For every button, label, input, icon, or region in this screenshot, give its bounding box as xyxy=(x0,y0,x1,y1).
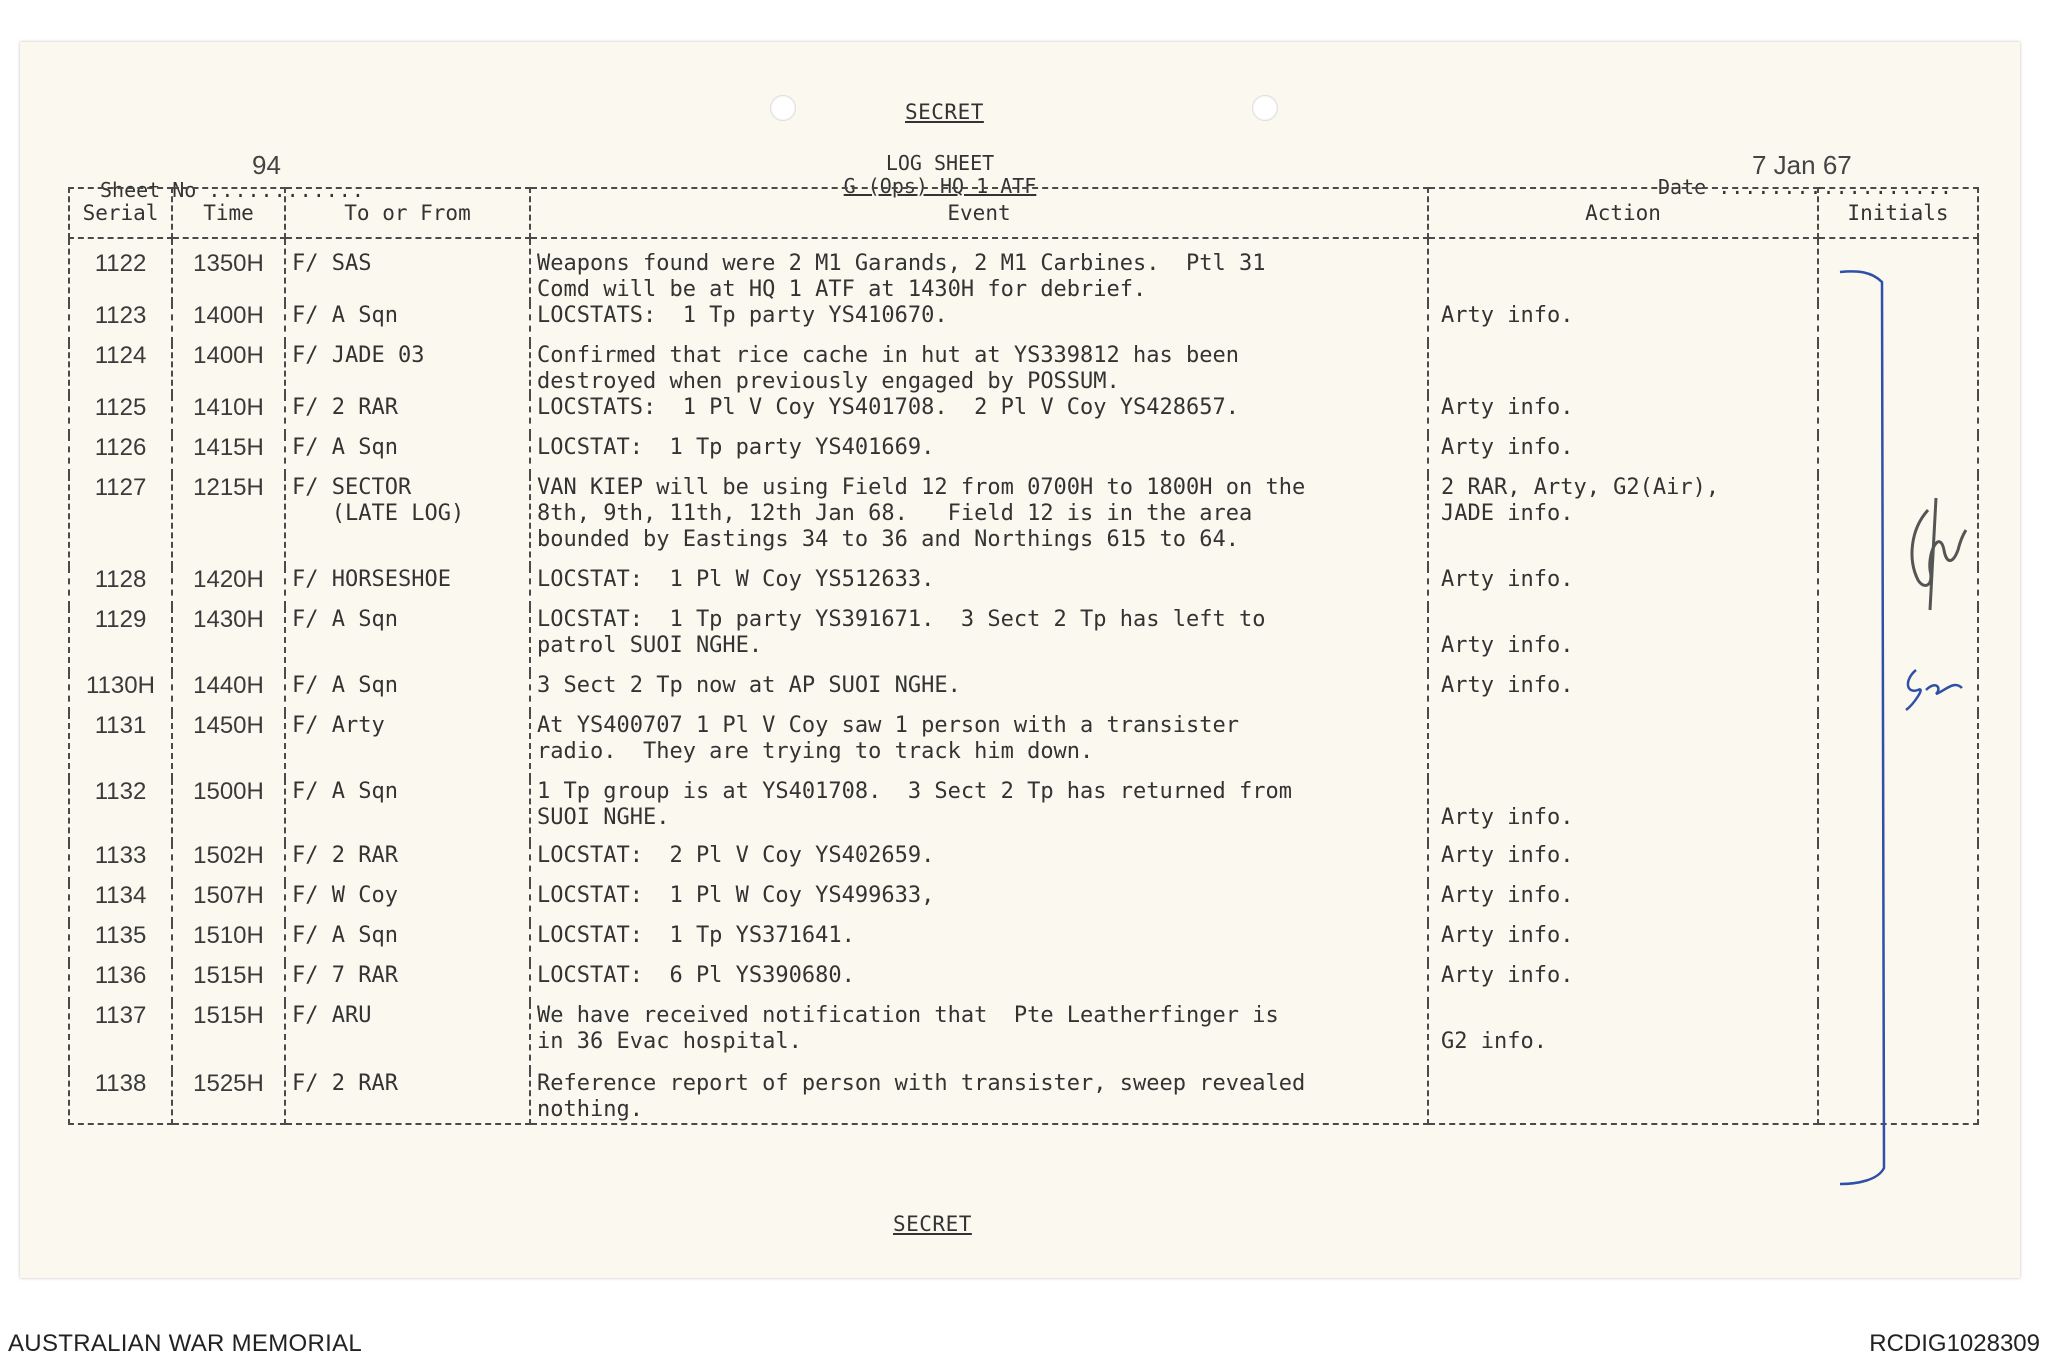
serial-cell: 1130H xyxy=(69,673,172,713)
event-cell: Confirmed that rice cache in hut at YS339812 has been destroyed when previously engaged by POSSUM. xyxy=(530,343,1428,395)
action-cell: G2 info. xyxy=(1428,1003,1818,1071)
classification-top: SECRET xyxy=(905,100,984,124)
event-cell: LOCSTAT: 1 Tp party YS401669. xyxy=(530,435,1428,475)
initials-bracket-mark xyxy=(1838,268,1898,1198)
from-cell: F/ Arty xyxy=(285,713,530,779)
action-cell: Arty info. xyxy=(1428,843,1818,883)
serial-cell: 1123 xyxy=(69,303,172,343)
from-cell: F/ HORSESHOE xyxy=(285,567,530,607)
from-cell: F/ SAS xyxy=(285,238,530,303)
action-cell: Arty info. xyxy=(1428,923,1818,963)
time-cell: 1515H xyxy=(172,1003,285,1071)
time-cell: 1450H xyxy=(172,713,285,779)
initials-signature-2 xyxy=(1896,660,1976,720)
time-cell: 1430H xyxy=(172,607,285,673)
action-cell xyxy=(1428,713,1818,779)
action-cell: Arty info. xyxy=(1428,435,1818,475)
action-cell xyxy=(1428,343,1818,395)
serial-cell: 1125 xyxy=(69,395,172,435)
table-row xyxy=(69,607,1978,673)
event-cell: LOCSTAT: 1 Pl W Coy YS512633. xyxy=(530,567,1428,607)
time-cell: 1500H xyxy=(172,779,285,843)
table-row xyxy=(69,673,1978,713)
serial-cell: 1132 xyxy=(69,779,172,843)
serial-cell: 1136 xyxy=(69,963,172,1003)
event-cell: Weapons found were 2 M1 Garands, 2 M1 Carbines. Ptl 31 Comd will be at HQ 1 ATF at 1430H for debrief. xyxy=(530,238,1428,303)
table-row xyxy=(69,395,1978,435)
event-cell: LOCSTATS: 1 Pl V Coy YS401708. 2 Pl V Coy YS428657. xyxy=(530,395,1428,435)
serial-cell: 1131 xyxy=(69,713,172,779)
from-cell: F/ ARU xyxy=(285,1003,530,1071)
footer-institution: AUSTRALIAN WAR MEMORIAL xyxy=(8,1330,363,1357)
from-cell: F/ A Sqn xyxy=(285,673,530,713)
sheet-no-value: 94 xyxy=(252,150,281,180)
event-cell: LOCSTAT: 1 Pl W Coy YS499633, xyxy=(530,883,1428,923)
action-cell: Arty info. xyxy=(1428,395,1818,435)
time-cell: 1515H xyxy=(172,963,285,1003)
from-cell: F/ 7 RAR xyxy=(285,963,530,1003)
action-cell xyxy=(1428,238,1818,303)
col-header-to-or-from: To or From xyxy=(285,188,530,238)
table-row xyxy=(69,883,1978,923)
log-table-body xyxy=(69,238,1978,1124)
event-cell: Reference report of person with transister, sweep revealed nothing. xyxy=(530,1071,1428,1124)
footer-catalogue-id: RCDIG1028309 xyxy=(1869,1330,2040,1357)
event-cell: LOCSTAT: 6 Pl YS390680. xyxy=(530,963,1428,1003)
time-cell: 1410H xyxy=(172,395,285,435)
serial-cell: 1124 xyxy=(69,343,172,395)
from-cell: F/ A Sqn xyxy=(285,923,530,963)
action-cell: Arty info. xyxy=(1428,779,1818,843)
time-cell: 1400H xyxy=(172,343,285,395)
from-cell: F/ A Sqn xyxy=(285,607,530,673)
archive-footer xyxy=(0,1328,2048,1363)
col-header-action: Action xyxy=(1428,188,1818,238)
event-cell: We have received notification that Pte Leatherfinger is in 36 Evac hospital. xyxy=(530,1003,1428,1071)
from-cell: F/ A Sqn xyxy=(285,435,530,475)
serial-cell: 1134 xyxy=(69,883,172,923)
serial-cell: 1126 xyxy=(69,435,172,475)
event-cell: VAN KIEP will be using Field 12 from 0700H to 1800H on the 8th, 9th, 11th, 12th Jan 68. Field 12 is in the area bounded by Eastings 34 to 36 and Northings 615 to 64. xyxy=(530,475,1428,567)
col-header-initials: Initials xyxy=(1818,188,1978,238)
time-cell: 1420H xyxy=(172,567,285,607)
time-cell: 1502H xyxy=(172,843,285,883)
action-cell: Arty info. xyxy=(1428,673,1818,713)
table-row xyxy=(69,343,1978,395)
time-cell: 1440H xyxy=(172,673,285,713)
from-cell: F/ A Sqn xyxy=(285,779,530,843)
event-cell: LOCSTAT: 2 Pl V Coy YS402659. xyxy=(530,843,1428,883)
time-cell: 1400H xyxy=(172,303,285,343)
serial-cell: 1137 xyxy=(69,1003,172,1071)
action-cell: 2 RAR, Arty, G2(Air), JADE info. xyxy=(1428,475,1818,567)
col-header-event: Event xyxy=(530,188,1428,238)
serial-cell: 1122 xyxy=(69,238,172,303)
event-cell: LOCSTATS: 1 Tp party YS410670. xyxy=(530,303,1428,343)
event-cell: LOCSTAT: 1 Tp YS371641. xyxy=(530,923,1428,963)
table-row xyxy=(69,923,1978,963)
sheet-no-label: Sheet No ............ xyxy=(100,178,365,202)
from-cell: F/ JADE 03 xyxy=(285,343,530,395)
event-cell: 3 Sect 2 Tp now at AP SUOI NGHE. xyxy=(530,673,1428,713)
serial-cell: 1138 xyxy=(69,1071,172,1124)
table-row xyxy=(69,435,1978,475)
from-cell: F/ 2 RAR xyxy=(285,395,530,435)
action-cell: Arty info. xyxy=(1428,607,1818,673)
table-row xyxy=(69,567,1978,607)
log-table xyxy=(68,187,1979,1125)
table-row xyxy=(69,475,1978,567)
from-cell: F/ 2 RAR xyxy=(285,1071,530,1124)
time-cell: 1215H xyxy=(172,475,285,567)
table-header-row xyxy=(69,188,1978,238)
event-cell: LOCSTAT: 1 Tp party YS391671. 3 Sect 2 Tp has left to patrol SUOI NGHE. xyxy=(530,607,1428,673)
initials-signature-1 xyxy=(1900,490,1980,630)
event-cell: At YS400707 1 Pl V Coy saw 1 person with a transister radio. They are trying to track him down. xyxy=(530,713,1428,779)
event-cell: 1 Tp group is at YS401708. 3 Sect 2 Tp has returned from SUOI NGHE. xyxy=(530,779,1428,843)
table-row xyxy=(69,1003,1978,1071)
date-label: Date .................. xyxy=(1658,175,1953,199)
from-cell: F/ W Coy xyxy=(285,883,530,923)
log-sheet-title: LOG SHEET G (Ops) HQ 1 ATF xyxy=(843,151,1037,198)
table-row xyxy=(69,963,1978,1003)
from-cell: F/ 2 RAR xyxy=(285,843,530,883)
punch-hole-right xyxy=(1252,95,1278,121)
table-row xyxy=(69,713,1978,779)
serial-cell: 1129 xyxy=(69,607,172,673)
serial-cell: 1133 xyxy=(69,843,172,883)
time-cell: 1350H xyxy=(172,238,285,303)
date-value: 7 Jan 67 xyxy=(1752,150,1852,180)
from-cell: F/ SECTOR (LATE LOG) xyxy=(285,475,530,567)
serial-cell: 1128 xyxy=(69,567,172,607)
table-row xyxy=(69,238,1978,303)
action-cell: Arty info. xyxy=(1428,883,1818,923)
table-row xyxy=(69,1071,1978,1124)
col-header-time: Time xyxy=(172,188,285,238)
time-cell: 1510H xyxy=(172,923,285,963)
punch-hole-left xyxy=(770,95,796,121)
action-cell: Arty info. xyxy=(1428,963,1818,1003)
table-row xyxy=(69,303,1978,343)
serial-cell: 1127 xyxy=(69,475,172,567)
serial-cell: 1135 xyxy=(69,923,172,963)
action-cell xyxy=(1428,1071,1818,1124)
col-header-serial: Serial xyxy=(69,188,172,238)
table-row xyxy=(69,843,1978,883)
table-row xyxy=(69,779,1978,843)
action-cell: Arty info. xyxy=(1428,303,1818,343)
action-cell: Arty info. xyxy=(1428,567,1818,607)
from-cell: F/ A Sqn xyxy=(285,303,530,343)
time-cell: 1507H xyxy=(172,883,285,923)
classification-bottom: SECRET xyxy=(893,1212,972,1236)
time-cell: 1415H xyxy=(172,435,285,475)
time-cell: 1525H xyxy=(172,1071,285,1124)
